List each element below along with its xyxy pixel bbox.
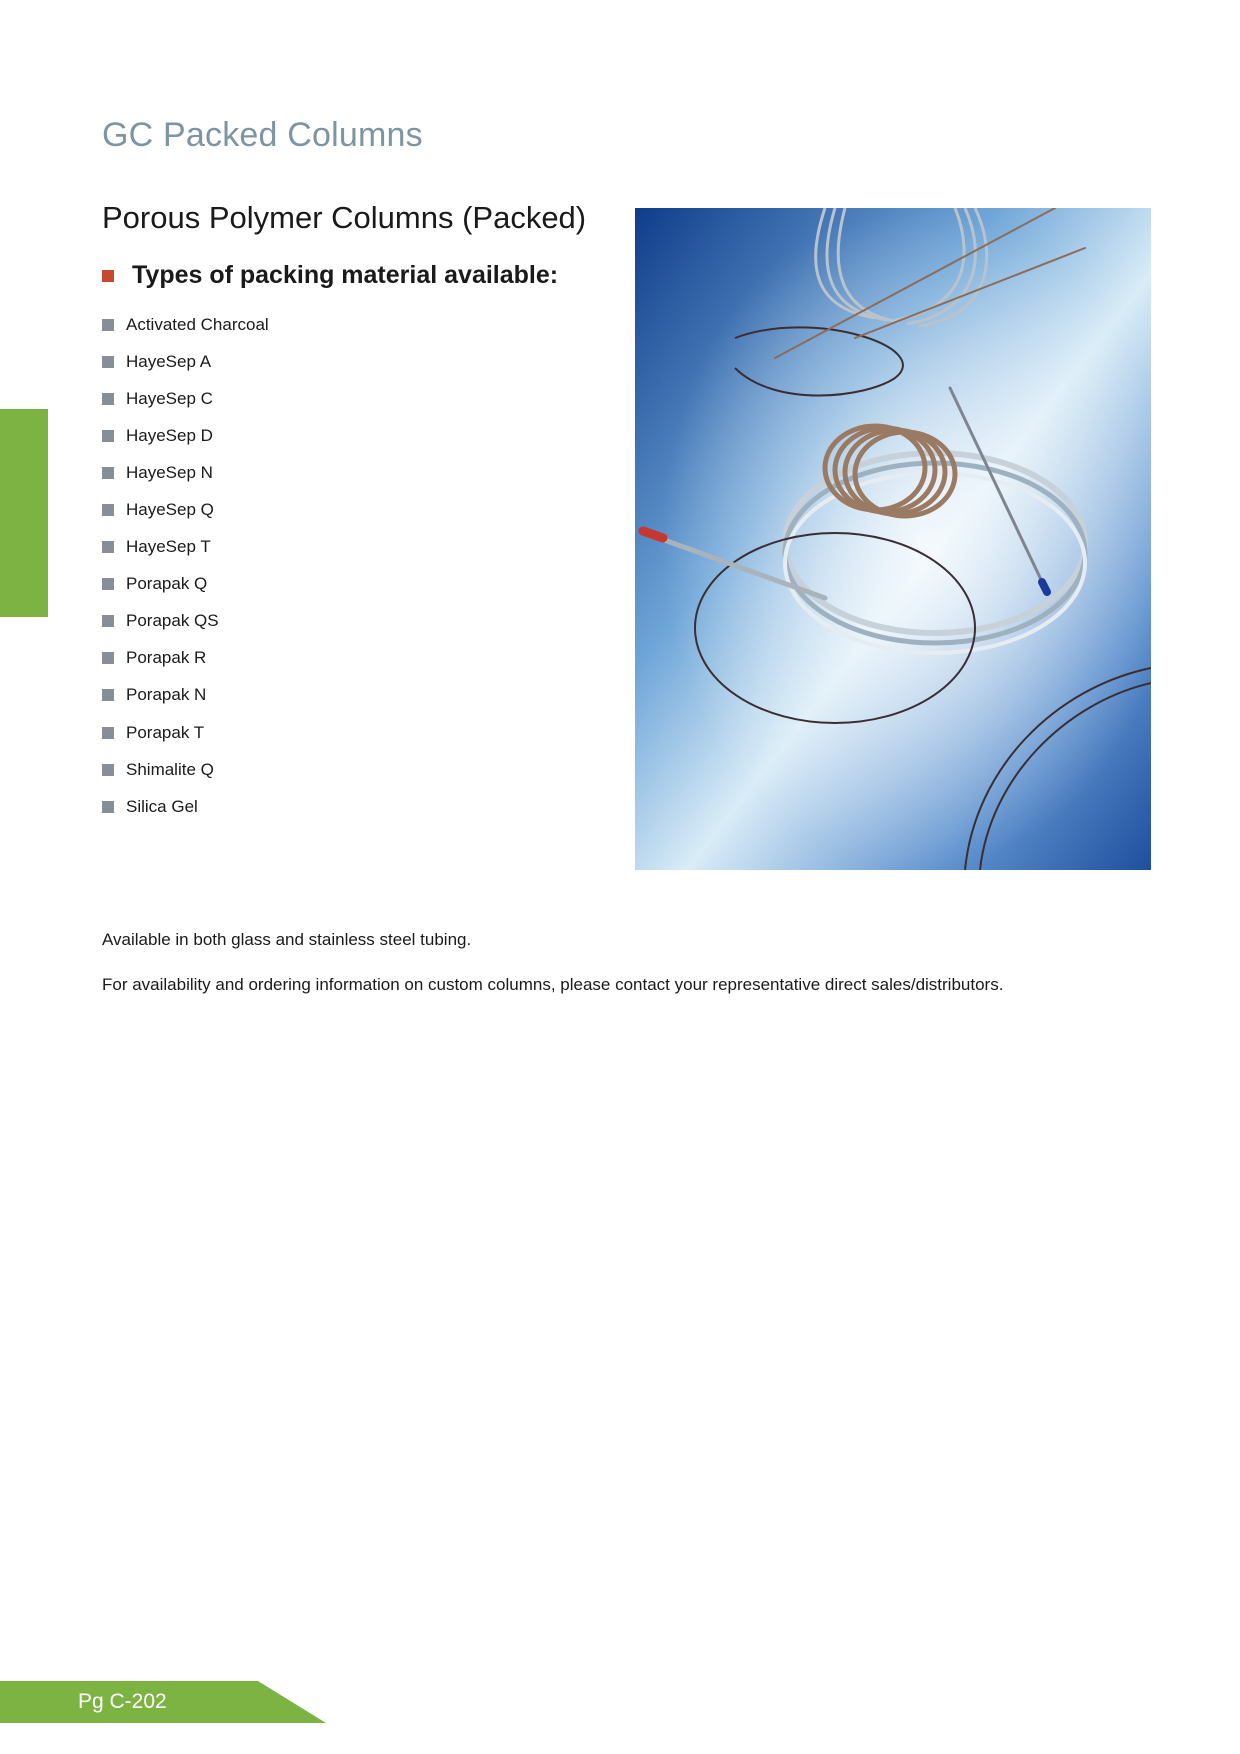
list-item [102,343,269,380]
list-item-label: Activated Charcoal [126,314,269,334]
availability-paragraph: Available in both glass and stainless steel tubing. [102,930,472,949]
square-bullet-icon [102,319,114,331]
section-title: GC Packed Columns [102,116,423,154]
list-item-label: Porapak R [126,648,207,668]
side-section-tab [0,409,48,617]
list-item-label: HayeSep D [126,425,213,445]
square-bullet-icon [102,504,114,516]
list-item [102,380,269,417]
packing-material-list [102,306,269,825]
heading-bullet-icon [102,270,114,282]
list-item [102,788,269,825]
square-bullet-icon [102,393,114,405]
list-item [102,751,269,788]
square-bullet-icon [102,764,114,776]
square-bullet-icon [102,615,114,627]
list-item [102,677,269,714]
square-bullet-icon [102,467,114,479]
list-item [102,566,269,603]
square-bullet-icon [102,578,114,590]
list-item-label: HayeSep A [126,351,212,371]
square-bullet-icon [102,689,114,701]
square-bullet-icon [102,652,114,664]
list-item [102,529,269,566]
product-photo-gc-columns [635,208,1151,870]
list-item-label: HayeSep N [126,462,213,482]
list-item [102,640,269,677]
packing-types-heading [102,261,558,290]
square-bullet-icon [102,541,114,553]
list-item-label: HayeSep Q [126,500,214,520]
page-subtitle: Porous Polymer Columns (Packed) [102,200,587,235]
list-item [102,714,269,751]
list-item-label: Porapak T [126,722,205,742]
square-bullet-icon [102,801,114,813]
list-item-label: Porapak N [126,685,207,705]
list-item [102,491,269,528]
list-item-label: HayeSep T [126,537,211,557]
square-bullet-icon [102,430,114,442]
packing-types-heading-text: Types of packing material available: [132,261,559,289]
ordering-info-paragraph: For availability and ordering information on custom columns, please contact your representative direct sales/distributors. [102,975,1004,994]
square-bullet-icon [102,356,114,368]
list-item-label: Silica Gel [126,796,198,816]
list-item [102,603,269,640]
list-item [102,454,269,491]
list-item-label: HayeSep C [126,388,213,408]
square-bullet-icon [102,727,114,739]
list-item-label: Porapak QS [126,611,219,631]
page-number: Pg C-202 [78,1690,167,1713]
list-item [102,417,269,454]
list-item-label: Shimalite Q [126,759,214,779]
list-item-label: Porapak Q [126,574,208,594]
list-item [102,306,269,343]
